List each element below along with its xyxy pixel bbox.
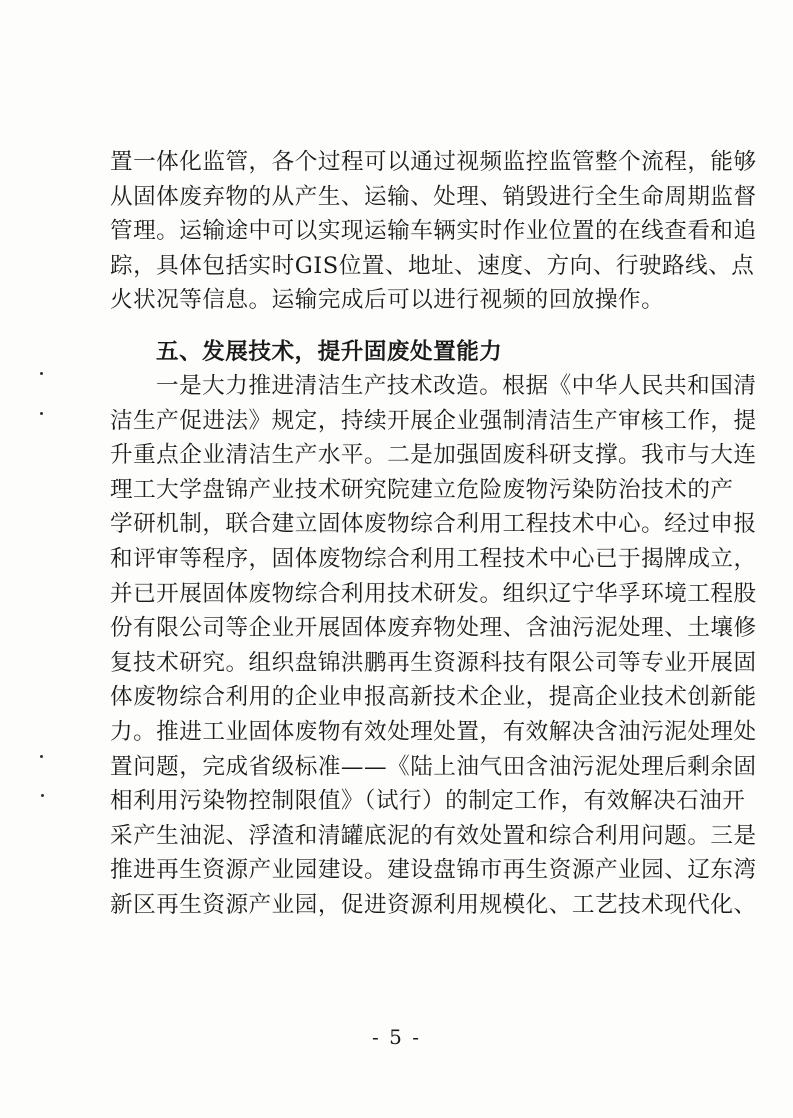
paragraph-line: 理工大学盘锦产业技术研究院建立危险废物污染防治技术的产 [110, 476, 734, 503]
scan-speck [40, 372, 43, 375]
paragraph-line: 并已开展固体废物综合利用技术研发。组织辽宁华孚环境工程股 [110, 580, 757, 607]
page-number: - 5 - [372, 1025, 421, 1049]
paragraph-line: 置一体化监管，各个过程可以通过视频监控监管整个流程，能够 [110, 149, 757, 175]
paragraph-line: 从固体废弃物的从产生、运输、处理、销毁进行全生命周期监督 [110, 183, 757, 210]
paragraph-line: 置问题，完成省级标准——《陆上油气田含油污泥处理后剩余固 [110, 753, 757, 780]
paragraph-line: 复技术研究。组织盘锦洪鹏再生资源科技有限公司等专业开展固 [110, 649, 757, 676]
scan-speck [40, 412, 43, 415]
paragraph-line: 体废物综合利用的企业申报高新技术企业，提高企业技术创新能 [110, 684, 757, 711]
paragraph-line: 学研机制，联合建立固体废物综合利用工程技术中心。经过申报 [110, 511, 757, 538]
paragraph-line: 踪，具体包括实时GIS位置、地址、速度、方向、行驶路线、点 [110, 252, 755, 279]
paragraph-line: 洁生产促进法》规定，持续开展企业强制清洁生产审核工作，提 [110, 407, 757, 434]
paragraph-2 [110, 369, 757, 923]
paragraph-line: 火状况等信息。运输完成后可以进行视频的回放操作。 [110, 287, 665, 314]
scan-speck [41, 794, 44, 797]
paragraph-line: 份有限公司等企业开展固体废弃物处理、含油污泥处理、土壤修 [110, 615, 757, 642]
paragraph-line: 新区再生资源产业园，促进资源利用规模化、工艺技术现代化、 [110, 891, 757, 918]
paragraph-line: 管理。运输途中可以实现运输车辆实时作业位置的在线查看和追 [110, 218, 757, 245]
section-heading-text: 五、发展技术，提升固废处置能力 [156, 339, 503, 365]
paragraph-line: 推进再生资源产业园建设。建设盘锦市再生资源产业园、辽东湾 [110, 857, 757, 884]
paragraph-line: 采产生油泥、浮渣和清罐底泥的有效处置和综合利用问题。三是 [110, 822, 757, 849]
paragraph-line: 升重点企业清洁生产水平。二是加强固废科研支撑。我市与大连 [110, 442, 757, 469]
paragraph-line: 相利用污染物控制限值》（试行）的制定工作，有效解决石油开 [110, 788, 746, 815]
paragraph-line: 一是大力推进清洁生产技术改造。根据《中华人民共和国清 [156, 373, 757, 399]
section-heading [110, 335, 502, 370]
paragraph-line: 力。推进工业固体废物有效处理处置，有效解决含油污泥处理处 [110, 718, 757, 745]
paragraph-line: 和评审等程序，固体废物综合利用工程技术中心已于揭牌成立， [110, 545, 757, 572]
paragraph-1 [110, 145, 757, 318]
scan-speck [40, 755, 43, 758]
